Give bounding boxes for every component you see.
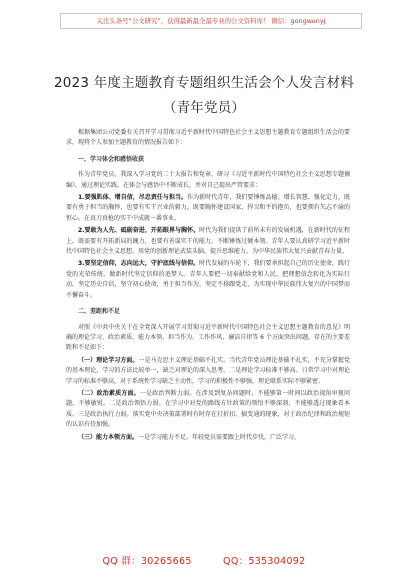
item-text: 时代为我们提供了前所未有的发展机遇，在新时代的征程上，既需要有开拓新局的魄力，也要有善谋实干的能力，不断锤炼过硬本领。青年人要认真研学习近平新时代中国特色社会主义思想，用党的创新理论武装头脑，提升思维能力，为中华民族伟大复兴贡献青春力量。 — [66, 227, 350, 256]
item-lead: 1.要强肌体、增自信，尽忠责任与担当。 — [78, 194, 188, 202]
item-lead: （一）理论学习方面。 — [78, 356, 139, 364]
section-heading-1: 一、学习体会和感悟收获 — [78, 155, 145, 163]
item-lead: （二）政治素质方面。 — [78, 389, 140, 397]
paragraph: 作为青年党员，我深入学习党的二十大报告和党章，研习《习近平新时代中国特色社会主义思想专题摘编》，通过理论实践，在体会与感悟中不断成长，并对自己提出严管要求： — [66, 171, 350, 189]
list-item — [66, 259, 350, 301]
document-body — [66, 128, 350, 445]
paragraph: 对照《中共中央关于在全党深入开展学习贯彻习近平新时代中国特色社会主义思想主题教育的意见》明确的理论学习、政治素质、能力本领、担当作为、工作作风、廉洁自律等 6 个方面突出问题，存在的主要差距和不足如下： — [66, 323, 350, 352]
list-item — [66, 226, 350, 257]
section-heading-2: 二、差距和不足 — [78, 308, 121, 316]
intro-paragraph: 根据集团公司党委有关召开学习贯彻习近平新时代中国特色社会主义思想主题教育专题组织生活会的要求，现将个人参加主题教育的情况报告如下： — [66, 129, 350, 147]
list-item — [66, 433, 350, 443]
list-item — [66, 193, 350, 224]
item-text: 作为新时代青年，我们要锤炼品德、增长智慧、强化定力，既要有勇于担当的胸怀，也要有实干兴业的毅力。既要胸怀建设国家、捍卫和平的抱负，也要拥有矢志不渝的恒心。在真刀真枪的实干中成就一番事业。 — [66, 194, 350, 222]
top-banner: 关注头条号“公文研究”，获得最新最全最专业的公文资料库！ 微信：gongwenyj — [60, 13, 362, 29]
footer-contacts — [0, 553, 408, 567]
footer-qq-group: QQ 群：30265665 — [102, 556, 192, 567]
item-lead: （三）能力本领方面。 — [78, 433, 139, 441]
item-text: 一是学习能力不足。年轻党员需要跟上时代步伐，广泛学习， — [138, 433, 301, 441]
list-item — [66, 389, 350, 431]
item-text: 一是马克思主义理论基础不扎实。当代青年党员理论基础不扎实，不充分掌握党的基本理论，学习的方法比较单一，缺乏对理论的深入思考。二是理论学习标准不够高。日常学习中对理论学习的标准不够高，对于系统性学习缺乏主动性，学习的积极性不够强，理论联系实际不够紧密。 — [66, 356, 350, 385]
list-item — [66, 356, 350, 387]
document-subtitle: （青年党员） — [162, 100, 246, 116]
item-text: 一是政治判断力弱。在涉及到复杂问题时，不能够第一时间以政治视角审视问题，不够敏锐。二是政治领悟力弱。在学习中对党的路线方针政策的领悟不够深刻，不能够透过现象看本质。三是政治执行力弱。落实党中央决策部署时有时存在打折扣、搞变通的现象，对于政治纪律和政治规矩的认识有待加强。 — [66, 389, 350, 429]
document-title: 2023 年度主题教育专题组织生活会个人发言材料 — [54, 75, 354, 91]
item-lead: 2.要敢为人先、砥砺奋进，开拓眼界与胸怀。 — [78, 227, 200, 235]
footer-qq: QQ：535304092 — [223, 556, 306, 567]
item-lead: 3.要坚定信仰，志向远大，守护底线与信仰。 — [78, 260, 200, 268]
item-text: 时代发展的车轮下，我们要承担起自己的历史使命，践行党的光荣传统，做新时代坚定信仰的追梦人。青年人要把一切奉献给党和人民，把理想信念转化为实际行动，坚定历史自信，坚守初心使命，勇于担当作为，坚定不移跟党走，为实现中华民族伟大复兴的中国梦而不懈奋斗。 — [66, 260, 350, 299]
